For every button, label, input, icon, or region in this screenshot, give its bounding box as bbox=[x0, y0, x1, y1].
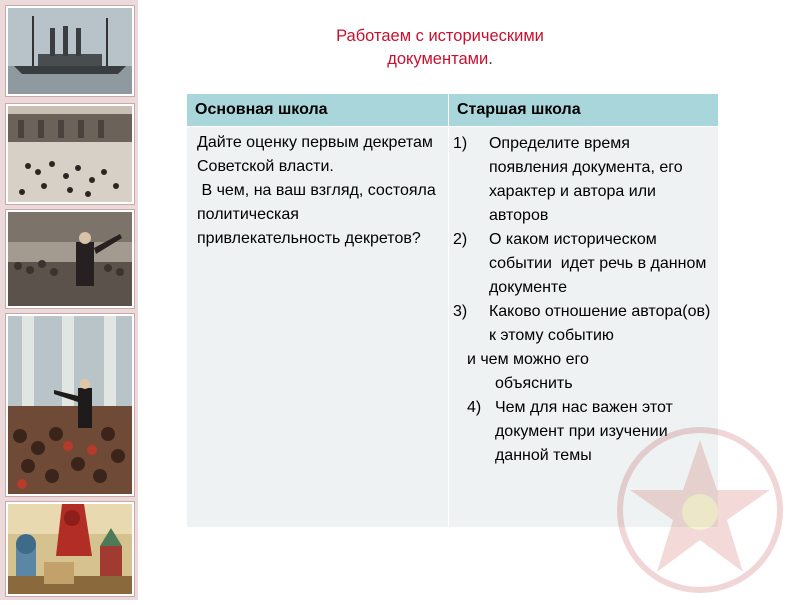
list-item-number: 4) bbox=[466, 399, 482, 416]
list-item bbox=[453, 228, 712, 300]
left-decorative-strip bbox=[0, 0, 138, 600]
palace-square-crowd-photo bbox=[6, 104, 134, 204]
list-continuation-line: объяснить bbox=[494, 375, 573, 392]
list-item-number: 3) bbox=[452, 303, 468, 320]
basic-school-cell bbox=[187, 127, 449, 528]
table-header-row bbox=[187, 94, 719, 127]
list-item-number: 1) bbox=[452, 135, 468, 152]
lenin-speech-crowd-photo bbox=[6, 210, 134, 308]
basic-task-paragraph-1: Дайте оценку первым декретам Советской власти. bbox=[197, 134, 433, 175]
list-item-text: Каково отношение автора(ов) к этому событию bbox=[488, 303, 720, 344]
list-item bbox=[453, 132, 712, 228]
title-line-2-wrapper bbox=[255, 48, 625, 71]
basic-task-paragraph-2: В чем, на ваш взгляд, состояла политическая привлекательность декретов? bbox=[197, 182, 441, 247]
lenin-painting-photo bbox=[6, 314, 134, 496]
title-period: . bbox=[488, 50, 493, 68]
list-item-text: О каком историческом событии идет речь в данном документе bbox=[488, 231, 711, 296]
title-line-2: документами bbox=[387, 50, 489, 68]
title-line-1: Работаем с историческими bbox=[336, 27, 544, 45]
cruiser-aurora-photo bbox=[6, 6, 134, 96]
list-item bbox=[452, 300, 720, 348]
header-senior-school: Старшая школа bbox=[448, 94, 718, 127]
header-basic-school: Основная школа bbox=[187, 94, 449, 127]
list-item-text: Определите время появления документа, его характер и автора или авторов bbox=[488, 135, 683, 224]
star-emblem-watermark bbox=[610, 420, 790, 600]
list-continuation-line: и чем можно его bbox=[466, 351, 589, 368]
list-item-text: Чем для нас важен этот документ при изучении данной темы bbox=[494, 399, 673, 464]
page-title bbox=[255, 25, 625, 71]
kremlin-poster-photo bbox=[6, 502, 134, 596]
list-item-number: 2) bbox=[452, 231, 468, 248]
